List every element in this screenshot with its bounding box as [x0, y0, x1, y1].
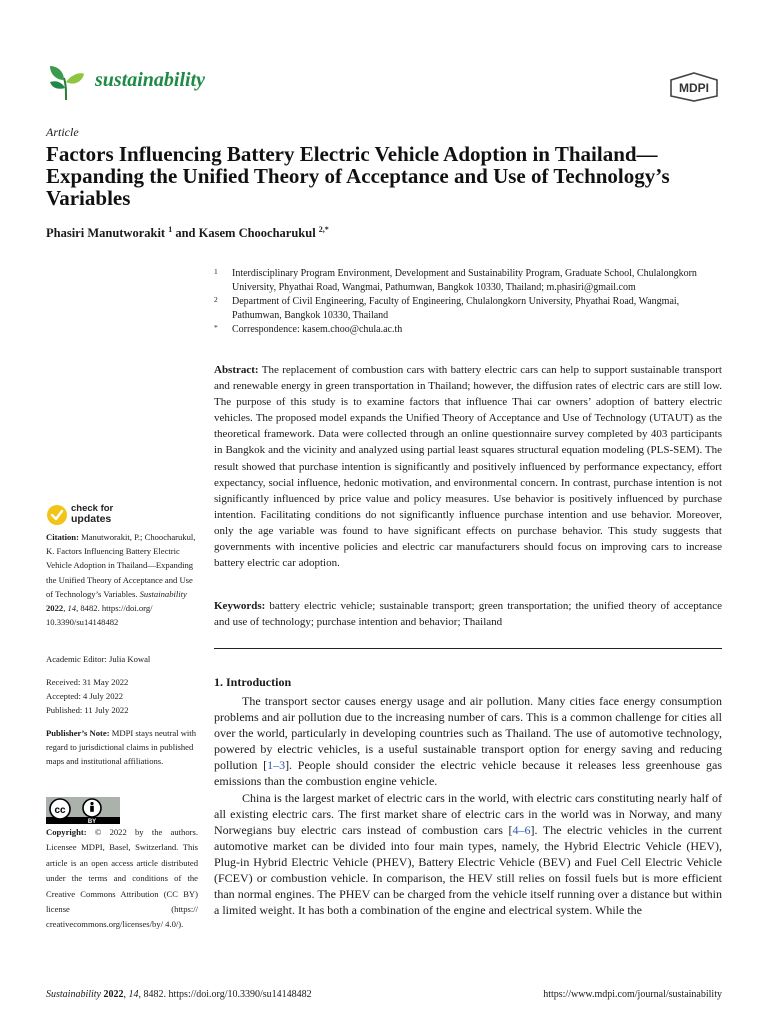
author-name[interactable]: Kasem Choocharukul	[198, 226, 316, 241]
journal-name[interactable]: sustainability	[95, 69, 206, 91]
check-for-updates-button[interactable]: check for updates	[71, 503, 114, 525]
svg-text:cc: cc	[54, 805, 66, 816]
publisher-name: MDPI	[679, 81, 709, 95]
check-for-updates-icon[interactable]	[46, 504, 68, 526]
abstract	[214, 362, 722, 571]
footer-citation: Sustainability 2022, 14, 8482. https://doi.org/10.3390/su14148482	[46, 989, 312, 1000]
citation-doi-link[interactable]: , 8482. https://doi.org/ 10.3390/su14148482	[46, 603, 153, 628]
citation-link[interactable]: 4–6	[512, 822, 531, 837]
copyright-block: Copyright: © 2022 by the authors. Licensee MDPI, Basel, Switzerland. This article is an open access article distributed under the terms and conditions of the Creative Commons Attribution (CC BY) license (https:// creativecommons.org/licenses/by/ 4.0/).	[46, 827, 198, 930]
section-heading: 1. Introduction	[214, 675, 292, 689]
abstract-text: The replacement of combustion cars with battery electric cars can help to support sustainable transport and renewable energy in green transportation in Thailand; however, the diffusion rates of electric cars are still low. The purpose of this study is to examine factors that influence Thai car owners’ adoption of battery electric vehicles. The proposed model expands the Unified Theory of Acceptance and Use of Technology (UTAUT) as the theoretical framework. Data were collected through an online questionnaire survey completed by 403 participants in Bangkok and the vicinity and analyzed using partial least squares structural equation modeling (PLS-SEM). The result showed that purchase intention is significantly and positively influenced by performance expectancy, effort expectancy, social influence, hedonic motivation, and environmental concern. In contrast, purchase intention is not significantly influenced by price value and policy measures. Use behavior is positively influenced by purchase intention. Facilitating conditions do not significantly influence purchase intention and use behavior. Moreover, only the age variable was found to have significant effects on purchase behavior. This study suggests that governments with incentive policies and electric car manufacturers should focus on improving cars to increase battery electric car adoption.	[214, 364, 722, 570]
received-date: Received: 31 May 2022	[46, 677, 129, 687]
affiliation-text: Correspondence: kasem.choo@chula.ac.th	[232, 324, 403, 335]
author-affiliation-mark: 2,*	[318, 225, 329, 234]
keywords-text: battery electric vehicle; sustainable transport; green transportation; the unified theory of acceptance and use of technology; purchase intention and behavior; Thailand	[214, 600, 722, 628]
author-affiliation-mark: 1	[168, 225, 173, 234]
introduction-body	[214, 693, 722, 918]
affiliation-mark: 1	[214, 267, 218, 276]
published-date: Published: 11 July 2022	[46, 705, 129, 716]
footer-doi-link[interactable]: , 8482. https://doi.org/10.3390/su14148482	[138, 989, 312, 1000]
article-title: Factors Influencing Battery Electric Vehicle Adoption in Thailand—Expanding the Unified Theory of Acceptance and Use of Technology’s Variables	[46, 142, 670, 210]
dates-block	[46, 675, 198, 718]
author-join: and	[172, 226, 199, 241]
affiliation-item	[214, 295, 726, 322]
affiliation-mark: *	[214, 323, 218, 332]
cc-by-license-badge-icon[interactable]	[46, 797, 120, 824]
affiliation-item	[214, 267, 726, 294]
author-list	[46, 225, 329, 241]
citation-link[interactable]: 1–3	[267, 758, 286, 773]
author-name[interactable]: Phasiri Manutworakit	[46, 226, 166, 241]
abstract-label: Abstract:	[214, 364, 259, 376]
keywords	[214, 598, 722, 630]
footer-journal-url[interactable]: https://www.mdpi.com/journal/sustainability	[543, 989, 722, 1000]
affiliation-item	[214, 323, 726, 337]
affiliation-text: Department of Civil Engineering, Faculty of Engineering, Chulalongkorn University, Phyathai Road, Wangmai, Pathumwan, Bangkok 10330, Thailand	[232, 296, 680, 321]
paragraph: The transport sector causes energy usage and air pollution. Many cities face energy consumption problems and air pollution due to the increasing number of cars. This is a common challenge for cities all over the world, particularly in developing countries such as Thailand. The use of automotive technology, powered by electric vehicles, is a useful sustainable transport option for energy saving and reducing pollution [1–3]. People should consider the electric vehicle because it releases less greenhouse gas emissions than the combustion engine vehicle.	[214, 694, 722, 789]
affiliation-text: Interdisciplinary Program Environment, Development and Sustainability Program, Graduate School, Chulalongkorn University, Phyathai Road, Wangmai, Pathumwan, Bangkok 10330, Thailand; m.phasiri@gmail.com	[232, 268, 697, 293]
mdpi-logo-icon[interactable]	[668, 72, 720, 102]
accepted-date: Accepted: 4 July 2022	[46, 691, 124, 702]
page-footer	[46, 989, 722, 1000]
affiliation-mark: 2	[214, 295, 218, 304]
article-type: Article	[46, 125, 79, 139]
publisher-note: Publisher’s Note: MDPI stays neutral with regard to jurisdictional claims in published maps and institutional affiliations.	[46, 728, 196, 767]
affiliations	[214, 267, 726, 337]
paragraph: China is the largest market of electric cars in the world, with electric cars constituting nearly half of all existing electric cars. The first market share of electric cars in the world was in Norway, and many Norwegians buy electric cars instead of combustion cars [4–6]. The electric vehicles in the current automotive market can be divided into four main types, namely, the Hybrid Electric Vehicle (HEV), Plug-in Hybrid Electric Vehicle (PHEV), Battery Electric Vehicle (BEV) and Fuel Cell Electric Vehicle (FCEV) or combustion vehicle. In comparison, the HEV still relies on fossil fuels but is more efficient than normal engines. The PHEV can be charged from the vehicle itself running over a distance but within a limited weight. It has both a combination of the engine and electrical system. While the	[214, 790, 722, 918]
section-divider	[214, 648, 722, 649]
keywords-label: Keywords:	[214, 600, 266, 612]
sustainability-leaf-logo-icon	[46, 62, 86, 102]
cc-by-label: BY	[87, 819, 97, 824]
citation-block: Citation: Manutworakit, P.; Choocharukul, K. Factors Influencing Battery Electric Vehicle Adoption in Thailand—Expanding the Unified Theory of Acceptance and Use of Technology’s Variables. Sustainability 2022, 14, 8482. https://doi.org/ 10.3390/su14148482	[46, 532, 196, 628]
academic-editor: Academic Editor: Julia Kowal	[46, 654, 151, 664]
